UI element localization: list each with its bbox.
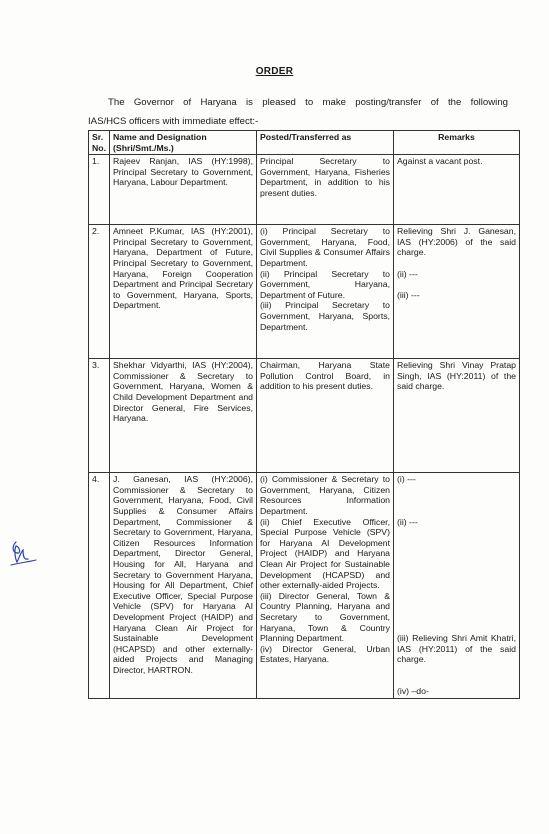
cell-posted-as: (i) Principal Secretary to Government, Haryana, Food, Civil Supplies & Consumer Affairs Department. (ii) Principal Secretary to Government, Haryana, Department of Future. (iii) Principal Secretary to Government, Haryana, Sports, Department. xyxy=(257,225,394,359)
cell-remarks: Relieving Shri Vinay Pratap Singh, IAS (HY:2011) of the said charge. xyxy=(394,359,520,473)
table-row xyxy=(89,225,520,359)
intro-line-2: IAS/HCS officers with immediate effect:- xyxy=(88,116,259,127)
header-sr-no: Sr. No. xyxy=(89,131,110,155)
order-intro xyxy=(88,93,508,131)
cell-name-designation: J. Ganesan, IAS (HY:2006), Commissioner & Secretary to Government, Haryana, Food, Civil Supplies & Consumer Affairs Department, Commissioner & Secretary to Government, Haryana, Citizen Resources Information Department, Director General, Housing for All, Haryana and Secretary to Government Haryana, Housing for All Department, Chief Executive Officer, Special Purpose Vehicle (SPV) for Haryana AI Development Project (HAIDP) and Haryana Clean Air Project for Sustainable Development (HCAPSD) and other externally-aided Projects and Managing Director, HARTRON. xyxy=(110,473,257,698)
cell-remarks: Relieving Shri J. Ganesan, IAS (HY:2006) of the said charge. (ii) --- (iii) --- xyxy=(394,225,520,359)
table-row xyxy=(89,359,520,473)
cell-sr-no: 1. xyxy=(89,155,110,225)
cell-name-designation: Rajeev Ranjan, IAS (HY:1998), Principal Secretary to Government, Haryana, Labour Department. xyxy=(110,155,257,225)
table-row xyxy=(89,155,520,225)
handwritten-initials xyxy=(8,538,38,570)
table-row xyxy=(89,473,520,698)
cell-name-designation: Shekhar Vidyarthi, IAS (HY:2004), Commissioner & Secretary to Government, Haryana, Women & Child Development Department and Director General, Fire Services, Haryana. xyxy=(110,359,257,473)
cell-sr-no: 4. xyxy=(89,473,110,698)
header-remarks: Remarks xyxy=(394,131,520,155)
cell-posted-as: (i) Commissioner & Secretary to Government, Haryana, Citizen Resources Information Department. (ii) Chief Executive Officer, Special Purpose Vehicle (SPV) for Haryana AI Development Project (HAIDP) and Haryana Clean Air Project for Sustainable Development (HCAPSD) and other externally-aided Projects. (iii) Director General, Town & Country Planning, Haryana and Secretary to Government, Haryana, Town & Country Planning Department. (iv) Director General, Urban Estates, Haryana. xyxy=(257,473,394,698)
cell-name-designation: Amneet P.Kumar, IAS (HY:2001), Principal Secretary to Government, Haryana, Department of Future, Principal Secretary to Government, Haryana, Foreign Cooperation Department and Principal Secretary to Government, Haryana, Sports, Department. xyxy=(110,225,257,359)
cell-posted-as: Principal Secretary to Government, Haryana, Fisheries Department, in addition to his present duties. xyxy=(257,155,394,225)
cell-sr-no: 2. xyxy=(89,225,110,359)
cell-sr-no: 3. xyxy=(89,359,110,473)
header-posted-transferred: Posted/Transferred as xyxy=(257,131,394,155)
table-header-row xyxy=(89,131,520,155)
cell-remarks: Against a vacant post. xyxy=(394,155,520,225)
intro-line-1: The Governor of Haryana is pleased to make posting/transfer of the following xyxy=(108,97,508,108)
posting-table xyxy=(88,130,520,699)
order-title: ORDER xyxy=(255,66,294,77)
header-name-designation: Name and Designation (Shri/Smt./Ms.) xyxy=(110,131,257,155)
cell-remarks: (i) --- (ii) --- (iii) Relieving Shri Amit Khatri, IAS (HY:2011) of the said charge. (iv) –do- xyxy=(394,473,520,698)
cell-posted-as: Chairman, Haryana State Pollution Control Board, in addition to his present duties. xyxy=(257,359,394,473)
